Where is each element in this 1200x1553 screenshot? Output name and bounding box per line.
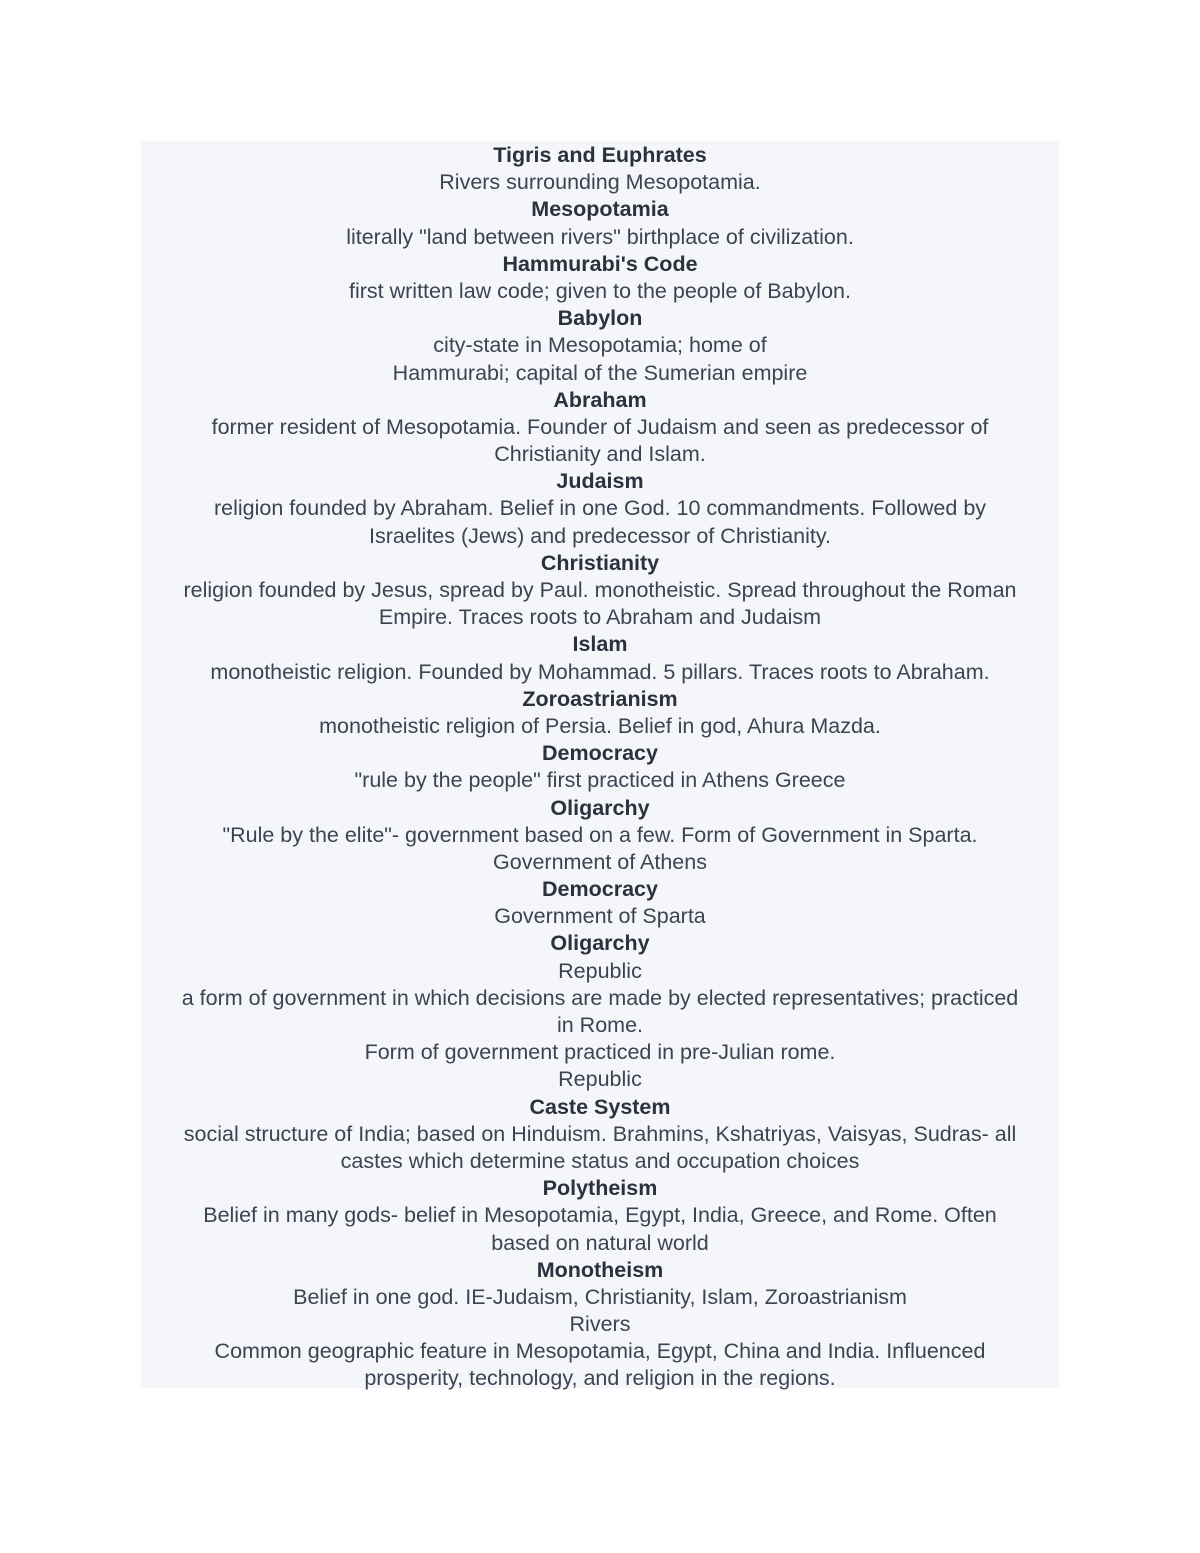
definition-line: religion founded by Abraham. Belief in one God. 10 commandments. Followed by: [213, 496, 987, 521]
definition-line: literally "land between rivers" birthplace of civilization.: [346, 224, 854, 249]
term-heading: Judaism: [556, 469, 644, 494]
definition-line: city-state in Mesopotamia; home of: [433, 333, 767, 358]
definition-line: Christianity and Islam.: [494, 442, 706, 467]
term-heading: Christianity: [540, 550, 660, 575]
definition-line: Republic: [558, 958, 642, 983]
definition-line: Hammurabi; capital of the Sumerian empire: [392, 360, 808, 385]
term-heading: Democracy: [542, 877, 658, 902]
term-heading: Democracy: [542, 741, 658, 766]
definition-line: "Rule by the elite"- government based on a few. Form of Government in Sparta.: [222, 822, 978, 847]
definition-line: monotheistic religion. Founded by Mohammad. 5 pillars. Traces roots to Abraham.: [210, 659, 990, 684]
definition-line: castes which determine status and occupation choices: [340, 1148, 860, 1173]
definition-line: Empire. Traces roots to Abraham and Judaism: [378, 605, 822, 630]
definition-line: Belief in many gods- belief in Mesopotamia, Egypt, India, Greece, and Rome. Often: [203, 1203, 997, 1228]
definition-line: Common geographic feature in Mesopotamia, Egypt, China and India. Influenced: [214, 1339, 986, 1364]
term-heading: Abraham: [553, 387, 647, 412]
term-heading: Polytheism: [542, 1176, 658, 1201]
term-heading: Oligarchy: [550, 931, 650, 956]
definition-line: monotheistic religion of Persia. Belief in god, Ahura Mazda.: [319, 713, 881, 738]
definition-line: Rivers: [569, 1312, 631, 1337]
definition-line: a form of government in which decisions are made by elected representatives; practiced: [181, 985, 1019, 1010]
term-heading: Islam: [572, 632, 628, 657]
definition-line: Israelites (Jews) and predecessor of Christianity.: [368, 523, 832, 548]
definition-line: Rivers surrounding Mesopotamia.: [439, 170, 761, 195]
term-heading: Caste System: [529, 1094, 671, 1119]
definition-line: religion founded by Jesus, spread by Paul. monotheistic. Spread throughout the Roman: [183, 578, 1017, 602]
definition-line: former resident of Mesopotamia. Founder of Judaism and seen as predecessor of: [211, 414, 989, 439]
definition-line: "rule by the people" first practiced in Athens Greece: [354, 768, 846, 793]
definition-line: based on natural world: [491, 1230, 709, 1255]
definition-line: in Rome.: [556, 1013, 644, 1037]
term-heading: Mesopotamia: [531, 197, 669, 222]
flashcard-lines: [141, 142, 1059, 1393]
definition-line: Government of Sparta: [494, 904, 706, 929]
term-heading: Hammurabi's Code: [502, 251, 698, 276]
definition-line: Government of Athens: [493, 849, 707, 874]
term-heading: Zoroastrianism: [522, 686, 678, 711]
definition-line: Form of government practiced in pre-Julian rome.: [364, 1040, 836, 1065]
term-heading: Monotheism: [536, 1257, 664, 1282]
definition-line: Belief in one god. IE-Judaism, Christianity, Islam, Zoroastrianism: [293, 1284, 907, 1309]
flashcard-text-block: [141, 141, 1059, 1391]
term-heading: Babylon: [557, 306, 643, 331]
definition-line: prosperity, technology, and religion in the regions.: [364, 1366, 836, 1391]
term-heading: Tigris and Euphrates: [493, 143, 707, 167]
term-heading: Oligarchy: [550, 795, 650, 820]
definition-line: Republic: [558, 1067, 642, 1092]
definition-line: first written law code; given to the people of Babylon.: [349, 278, 851, 303]
definition-line: social structure of India; based on Hinduism. Brahmins, Kshatriyas, Vaisyas, Sudras- all: [183, 1121, 1017, 1146]
